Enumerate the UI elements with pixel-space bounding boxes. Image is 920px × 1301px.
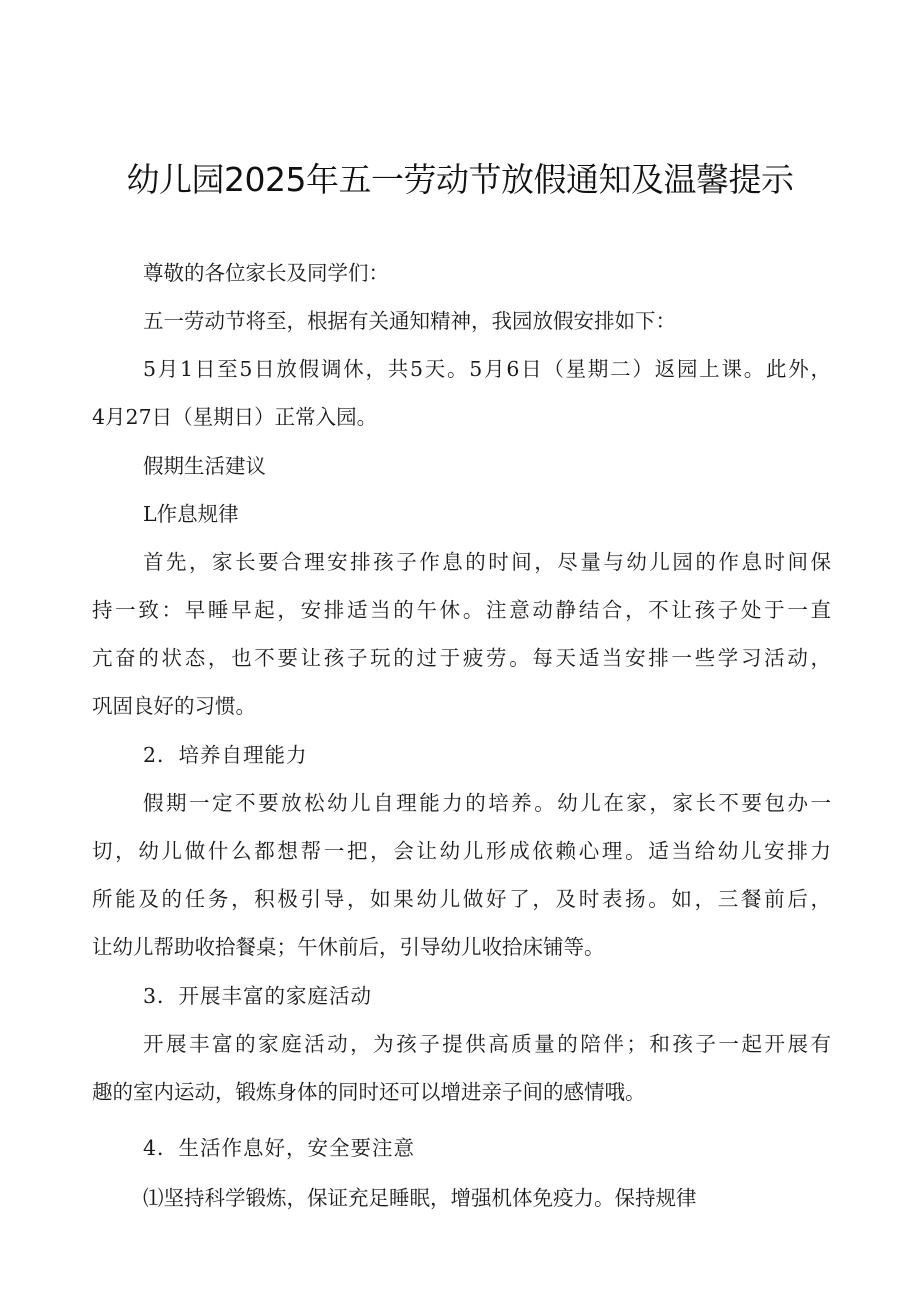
section-heading-3: 3．开展丰富的家庭活动 (143, 984, 373, 1008)
section-3-line-2: 趣的室内运动，锻炼身体的同时还可以增进亲子间的感情哦。 (92, 1080, 646, 1104)
document-title: 幼儿园2025年五一劳动节放假通知及温馨提示 (126, 160, 794, 199)
section-1-line-2: 持一致：早睡早起，安排适当的午休。注意动静结合，不让孩子处于一直 (92, 598, 831, 622)
advice-heading: 假期生活建议 (143, 454, 266, 478)
section-heading-1: L作息规律 (143, 502, 239, 526)
section-4-line-1: ⑴坚持科学锻炼，保证充足睡眠，增强机体免疫力。保持规律 (143, 1186, 697, 1210)
section-1-line-1: 首先，家长要合理安排孩子作息的时间，尽量与幼儿园的作息时间保 (143, 550, 831, 574)
schedule-line-2: 4月27日（星期日）正常入园。 (92, 405, 378, 429)
section-3-line-1: 开展丰富的家庭活动，为孩子提供高质量的陪伴；和孩子一起开展有 (143, 1032, 831, 1056)
intro-paragraph: 五一劳动节将至，根据有关通知精神，我园放假安排如下： (143, 309, 676, 333)
section-2-line-4: 让幼儿帮助收拾餐桌；午休前后，引导幼儿收拾床铺等。 (92, 935, 605, 959)
section-2-line-3: 所能及的任务，积极引导，如果幼儿做好了，及时表扬。如，三餐前后， (92, 887, 831, 911)
section-heading-4: 4．生活作息好，安全要注意 (143, 1136, 416, 1160)
greeting: 尊敬的各位家长及同学们： (143, 261, 389, 285)
section-1-line-3: 亢奋的状态，也不要让孩子玩的过于疲劳。每天适当安排一些学习活动， (92, 646, 831, 670)
section-2-line-2: 切，幼儿做什么都想帮一把，会让幼儿形成依赖心理。适当给幼儿安排力 (92, 839, 831, 863)
schedule-line-1: 5月1日至5日放假调休，共5天。5月6日（星期二）返园上课。此外， (143, 357, 831, 381)
section-1-line-4: 巩固良好的习惯。 (92, 694, 256, 718)
section-heading-2: 2．培养自理能力 (143, 743, 308, 767)
section-2-line-1: 假期一定不要放松幼儿自理能力的培养。幼儿在家，家长不要包办一 (143, 791, 831, 815)
